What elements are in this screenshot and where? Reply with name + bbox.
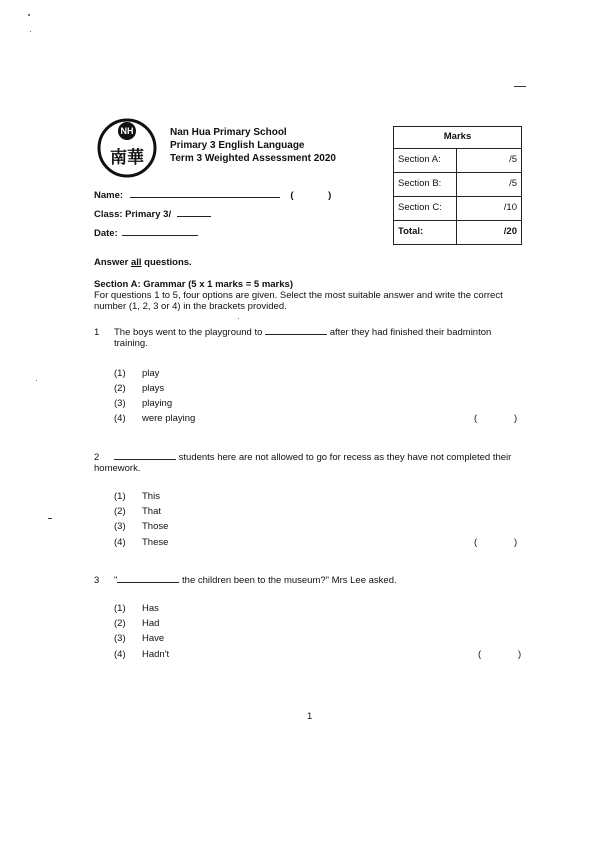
option-number: (3) <box>114 521 126 532</box>
name-bracket-open: ( <box>290 190 294 201</box>
option-text: Hadn't <box>142 649 170 660</box>
date-field <box>94 228 198 240</box>
bracket-close: ) <box>514 413 518 424</box>
marks-label: Section B: <box>394 173 457 197</box>
scan-speck <box>36 380 37 381</box>
option-number: (2) <box>114 618 126 629</box>
option-text: were playing <box>142 413 196 424</box>
name-field <box>94 190 331 202</box>
marks-total-label: Total: <box>394 221 457 245</box>
option-text: Have <box>142 633 165 644</box>
bracket-open: ( <box>478 649 482 660</box>
section-description: number (1, 2, 3 or 4) in the brackets provided. <box>94 301 287 312</box>
marks-header: Marks <box>394 127 522 149</box>
question-text-part: The boys went to the playground to <box>114 327 263 338</box>
answer-blank <box>114 459 176 460</box>
marks-value: /10 <box>457 197 522 221</box>
option-number: (1) <box>114 603 126 614</box>
marks-label: Section C: <box>394 197 457 221</box>
option-text: This <box>142 491 160 502</box>
answer-blank <box>117 582 179 583</box>
name-bracket-close: ) <box>328 190 332 201</box>
answer-blank <box>265 334 327 335</box>
question-text <box>114 452 511 464</box>
class-input-line[interactable] <box>177 216 211 217</box>
question-number: 2 <box>94 452 100 463</box>
class-label: Class: Primary 3/ <box>94 209 172 220</box>
marks-label: Section A: <box>394 149 457 173</box>
option-text: Had <box>142 618 160 629</box>
marks-table <box>393 126 522 245</box>
bracket-open: ( <box>474 413 478 424</box>
scan-speck <box>238 318 239 319</box>
svg-text:NH: NH <box>120 126 134 136</box>
question-text <box>114 327 491 339</box>
svg-text:南華: 南華 <box>110 148 144 168</box>
option-number: (1) <box>114 368 126 379</box>
school-header <box>170 126 336 165</box>
option-number: (2) <box>114 506 126 517</box>
answer-all-instruction <box>94 257 192 269</box>
option-number: (4) <box>114 413 126 424</box>
subject-title: Primary 3 English Language <box>170 140 305 151</box>
option-text: Those <box>142 521 169 532</box>
scan-speck <box>28 14 30 16</box>
question-text-part: students here are not allowed to go for recess as they have not completed their <box>178 452 512 463</box>
question-text-continued: training. <box>114 338 148 349</box>
assessment-title: Term 3 Weighted Assessment 2020 <box>170 153 336 164</box>
date-label: Date: <box>94 228 118 239</box>
question-number: 3 <box>94 575 100 586</box>
question-text-part: after they had finished their badminton <box>329 327 492 338</box>
bracket-close: ) <box>518 649 522 660</box>
option-text: playing <box>142 398 173 409</box>
option-text: That <box>142 506 162 517</box>
date-input-line[interactable] <box>122 235 198 236</box>
option-number: (1) <box>114 491 126 502</box>
question-text-continued: homework. <box>94 463 141 474</box>
school-logo <box>97 118 157 178</box>
option-text: plays <box>142 383 165 394</box>
bracket-close: ) <box>514 537 518 548</box>
name-input-line[interactable] <box>130 197 280 198</box>
option-number: (2) <box>114 383 126 394</box>
option-number: (3) <box>114 633 126 644</box>
question-text <box>114 575 397 587</box>
question-text-part: the children been to the museum?" Mrs Lee asked. <box>182 575 397 586</box>
option-text: play <box>142 368 160 379</box>
scan-mark <box>514 86 526 87</box>
marks-value: /5 <box>457 149 522 173</box>
section-description: For questions 1 to 5, four options are given. Select the most suitable answer and write the correct <box>94 290 503 301</box>
page-number: 1 <box>307 711 313 722</box>
marks-total-value: /20 <box>457 221 522 245</box>
answer-all-emphasis: all <box>130 257 142 268</box>
scan-mark <box>48 518 52 519</box>
answer-suffix: questions. <box>141 257 192 268</box>
name-label: Name: <box>94 190 124 201</box>
scan-speck <box>30 31 31 32</box>
marks-value: /5 <box>457 173 522 197</box>
option-number: (4) <box>114 649 126 660</box>
option-text: These <box>142 537 169 548</box>
option-number: (4) <box>114 537 126 548</box>
bracket-open: ( <box>474 537 478 548</box>
question-number: 1 <box>94 327 100 338</box>
section-title: Section A: Grammar (5 x 1 marks = 5 marks) <box>94 279 293 290</box>
option-text: Has <box>142 603 159 614</box>
school-name: Nan Hua Primary School <box>170 127 287 138</box>
option-number: (3) <box>114 398 126 409</box>
question-text-part: " <box>114 575 118 586</box>
class-field <box>94 209 211 221</box>
answer-prefix: Answer <box>94 257 131 268</box>
